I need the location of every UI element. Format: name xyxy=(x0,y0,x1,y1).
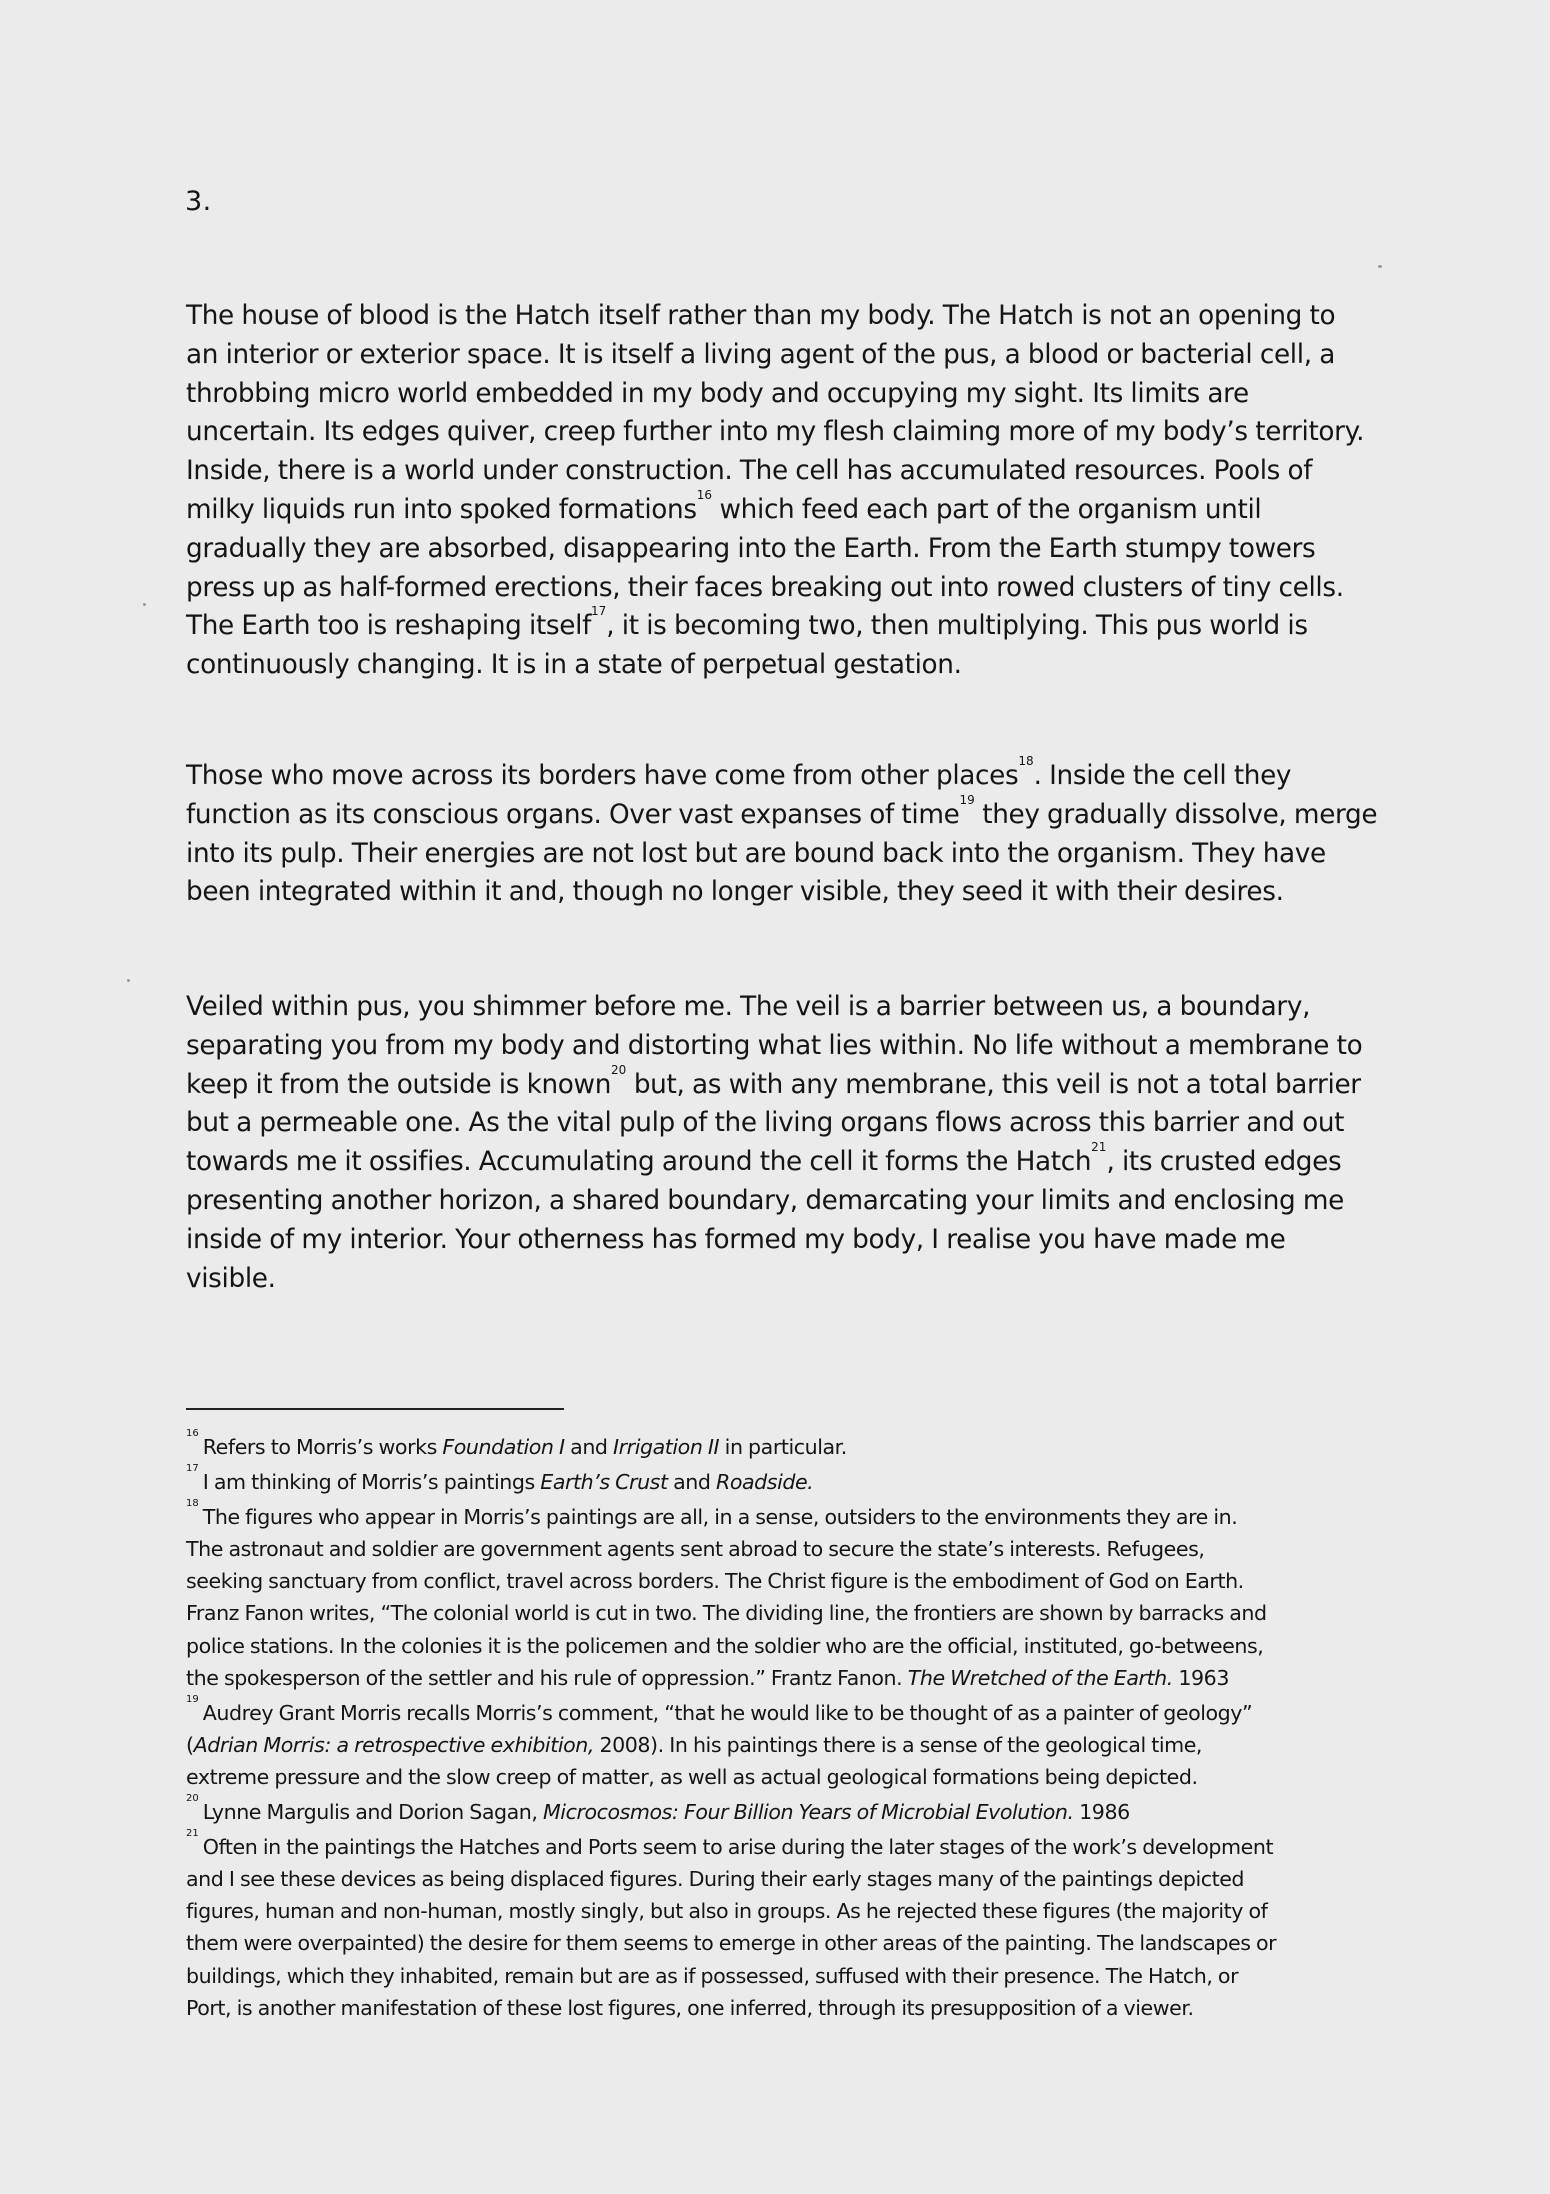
text-run: Port, is another manifestation of these lost figures, one inferred, through its presupposition of a viewer. xyxy=(186,1995,1194,2020)
footnote-line xyxy=(186,1895,1386,1927)
footnote-line xyxy=(186,1428,1386,1463)
text-run: towards me it ossifies. Accumulating around the cell it forms the Hatch xyxy=(186,1147,1092,1178)
footnote-line xyxy=(186,1463,1386,1498)
text-run: press up as half-formed erections, their faces breaking out into rowed clusters of tiny cells. xyxy=(186,572,1344,603)
text-run: , its crusted edges xyxy=(1106,1147,1342,1178)
text-line xyxy=(186,336,1376,375)
footnote-reference: 21 xyxy=(1091,1140,1107,1155)
text-run: I am thinking of Morris’s paintings xyxy=(202,1470,541,1495)
footnote-line xyxy=(186,1960,1386,1992)
text-run: uncertain. Its edges quiver, creep further into my flesh claiming more of my body’s territory. xyxy=(186,417,1365,448)
page-number: 3. xyxy=(185,186,212,217)
footnote-line xyxy=(186,1761,1386,1793)
text-line xyxy=(186,754,1376,796)
text-line xyxy=(186,452,1376,491)
text-line xyxy=(186,1221,1376,1260)
footnote-reference: 19 xyxy=(959,792,975,807)
text-line xyxy=(186,792,1378,835)
text-run: The astronaut and soldier are government agents sent abroad to secure the state’s interests. Refugees, xyxy=(186,1537,1205,1562)
text-line xyxy=(186,413,1376,452)
text-run: separating you from my body and distorting what lies within. No life without a membrane to xyxy=(186,1030,1363,1061)
text-run: keep it from the outside is known xyxy=(186,1069,612,1100)
text-line xyxy=(186,1027,1376,1066)
italic-title: Irrigation II xyxy=(613,1435,720,1459)
text-run: 1963 xyxy=(1172,1665,1229,1690)
text-run: Franz Fanon writes, “The colonial world is cut in two. The dividing line, the frontiers are shown by barracks and xyxy=(186,1601,1267,1626)
text-run: 2008). In his paintings there is a sense of the geological time, xyxy=(593,1732,1203,1757)
footnotes xyxy=(186,1428,1386,2024)
footnote-line xyxy=(186,1533,1386,1565)
footnote-reference: 18 xyxy=(1018,754,1034,768)
text-run: The figures who appear in Morris’s paintings are all, in a sense, outsiders to the environments they are in. xyxy=(202,1505,1238,1530)
text-run: visible. xyxy=(186,1263,276,1294)
footnote-number: 18 xyxy=(186,1498,199,1510)
footnote-reference: 17 xyxy=(590,604,607,619)
text-line xyxy=(186,530,1376,569)
text-run: figures, human and non-human, mostly singly, but also in groups. As he rejected these figures (the majority of xyxy=(186,1899,1268,1924)
footnote-line xyxy=(186,1828,1386,1863)
footnote-21 xyxy=(186,1828,1386,2024)
text-run: , it is becoming two, then multiplying. This pus world is xyxy=(606,611,1308,642)
footnote-20 xyxy=(186,1793,1386,1828)
text-run: they gradually dissolve, merge xyxy=(974,799,1378,830)
footnote-number: 16 xyxy=(186,1428,199,1439)
text-run: and xyxy=(564,1435,614,1459)
footnote-16 xyxy=(186,1428,1386,1463)
text-run: which feed each part of the organism until xyxy=(712,494,1262,525)
footnote-line xyxy=(186,1729,1386,1761)
text-run: extreme pressure and the slow creep of matter, as well as actual geological formations being depicted. xyxy=(186,1764,1198,1789)
text-line xyxy=(186,569,1376,608)
footnote-line xyxy=(186,1630,1386,1662)
text-run: police stations. In the colonies it is the policemen and the soldier who are the official, instituted, go-betweens, xyxy=(186,1633,1264,1658)
text-run: into its pulp. Their energies are not lost but are bound back into the organism. They have xyxy=(186,838,1326,869)
italic-title: Roadside. xyxy=(715,1470,814,1495)
text-line xyxy=(186,604,1376,646)
text-line xyxy=(186,646,1376,685)
scan-speck xyxy=(1378,265,1382,268)
text-line xyxy=(186,1062,1376,1105)
italic-title: Earth’s Crust xyxy=(540,1470,668,1495)
text-run: ( xyxy=(186,1732,194,1757)
footnote-number: 21 xyxy=(186,1828,199,1840)
footnote-18 xyxy=(186,1498,1386,1694)
text-run: continuously changing. It is in a state of perpetual gestation. xyxy=(186,650,962,681)
text-run: throbbing micro world embedded in my body and occupying my sight. Its limits are xyxy=(186,378,1249,409)
footnote-17 xyxy=(186,1463,1386,1498)
text-run: but a permeable one. As the vital pulp of the living organs flows across this barrier and out xyxy=(186,1108,1345,1139)
footnote-line xyxy=(186,1927,1386,1959)
text-run: Inside, there is a world under construction. The cell has accumulated resources. Pools of xyxy=(186,456,1313,487)
text-run: and I see these devices as being displaced figures. During their early stages many of the paintings depicted xyxy=(186,1867,1245,1892)
text-run: the spokesperson of the settler and his rule of oppression.” Frantz Fanon. xyxy=(186,1665,908,1690)
text-run: milky liquids run into spoked formations xyxy=(186,494,697,525)
paragraph-1 xyxy=(186,297,1376,685)
italic-title: Microcosmos: Four Billion Years of Microbial Evolution. xyxy=(542,1800,1074,1825)
footnote-number: 17 xyxy=(186,1463,199,1475)
text-line xyxy=(186,873,1376,912)
footnote-19 xyxy=(186,1693,1386,1793)
text-run: and xyxy=(667,1470,716,1495)
text-line xyxy=(186,487,1376,530)
text-run: been integrated within it and, though no longer visible, they seed it with their desires. xyxy=(186,877,1284,908)
text-line xyxy=(186,835,1376,874)
text-line xyxy=(186,297,1376,336)
text-line xyxy=(186,375,1376,414)
footnote-line xyxy=(186,1597,1386,1629)
text-run: gradually they are absorbed, disappearing into the Earth. From the Earth stumpy towers xyxy=(186,533,1316,564)
footnote-reference: 20 xyxy=(611,1062,627,1077)
footnote-number: 19 xyxy=(186,1693,199,1705)
footnote-line xyxy=(186,1992,1386,2024)
italic-title: Adrian Morris: a retrospective exhibition, xyxy=(193,1732,594,1757)
footnote-line xyxy=(186,1693,1386,1729)
text-run: The house of blood is the Hatch itself rather than my body. The Hatch is not an opening to xyxy=(186,301,1336,331)
footnote-line xyxy=(186,1863,1386,1895)
paragraph-2 xyxy=(186,754,1378,912)
text-run: Veiled within pus, you shimmer before me. The veil is a barrier between us, a boundary, xyxy=(186,992,1311,1022)
text-run: an interior or exterior space. It is itself a living agent of the pus, a blood or bacterial cell, a xyxy=(186,339,1335,370)
scan-speck xyxy=(127,979,130,982)
text-run: them were overpainted) the desire for them seems to emerge in other areas of the painting. The landscapes or xyxy=(186,1931,1277,1956)
text-line xyxy=(186,1182,1376,1221)
scan-speck xyxy=(143,603,146,606)
footnote-separator xyxy=(186,1408,564,1410)
footnote-line xyxy=(186,1565,1386,1597)
text-line xyxy=(186,988,1376,1027)
text-run: Lynne Margulis and Dorion Sagan, xyxy=(202,1800,543,1825)
text-run: 1986 xyxy=(1073,1800,1130,1825)
text-run: buildings, which they inhabited, remain but are as if possessed, suffused with their presence. The Hatch, or xyxy=(186,1963,1239,1988)
text-line xyxy=(186,1260,1376,1299)
text-run: Those who move across its borders have come from other places xyxy=(186,761,1019,791)
footnote-line xyxy=(186,1793,1386,1828)
footnote-number: 20 xyxy=(186,1793,199,1805)
text-run: . Inside the cell they xyxy=(1033,761,1292,791)
text-run: presenting another horizon, a shared boundary, demarcating your limits and enclosing me xyxy=(186,1185,1345,1216)
text-run: inside of my interior. Your otherness has formed my body, I realise you have made me xyxy=(186,1224,1286,1255)
text-line xyxy=(186,1140,1376,1182)
footnote-line xyxy=(186,1662,1386,1694)
footnote-line xyxy=(186,1498,1386,1533)
text-run: Audrey Grant Morris recalls Morris’s comment, “that he would like to be thought of as a painter of geology” xyxy=(202,1700,1253,1725)
text-run: in particular. xyxy=(719,1435,847,1459)
italic-title: The Wretched of the Earth. xyxy=(907,1665,1173,1690)
text-run: Often in the paintings the Hatches and Ports seem to arise during the later stages of the work’s development xyxy=(202,1835,1274,1860)
italic-title: Foundation I xyxy=(442,1435,565,1459)
text-run: but, as with any membrane, this veil is not a total barrier xyxy=(626,1069,1361,1100)
text-run: The Earth too is reshaping itself xyxy=(186,611,591,642)
footnote-reference: 16 xyxy=(696,487,712,502)
text-run: Refers to Morris’s works xyxy=(202,1435,443,1459)
text-line xyxy=(186,1104,1376,1143)
text-run: seeking sanctuary from conflict, travel across borders. The Christ figure is the embodiment of God on Earth. xyxy=(186,1569,1244,1594)
paragraph-3 xyxy=(186,988,1376,1298)
text-run: function as its conscious organs. Over vast expanses of time xyxy=(186,799,960,830)
